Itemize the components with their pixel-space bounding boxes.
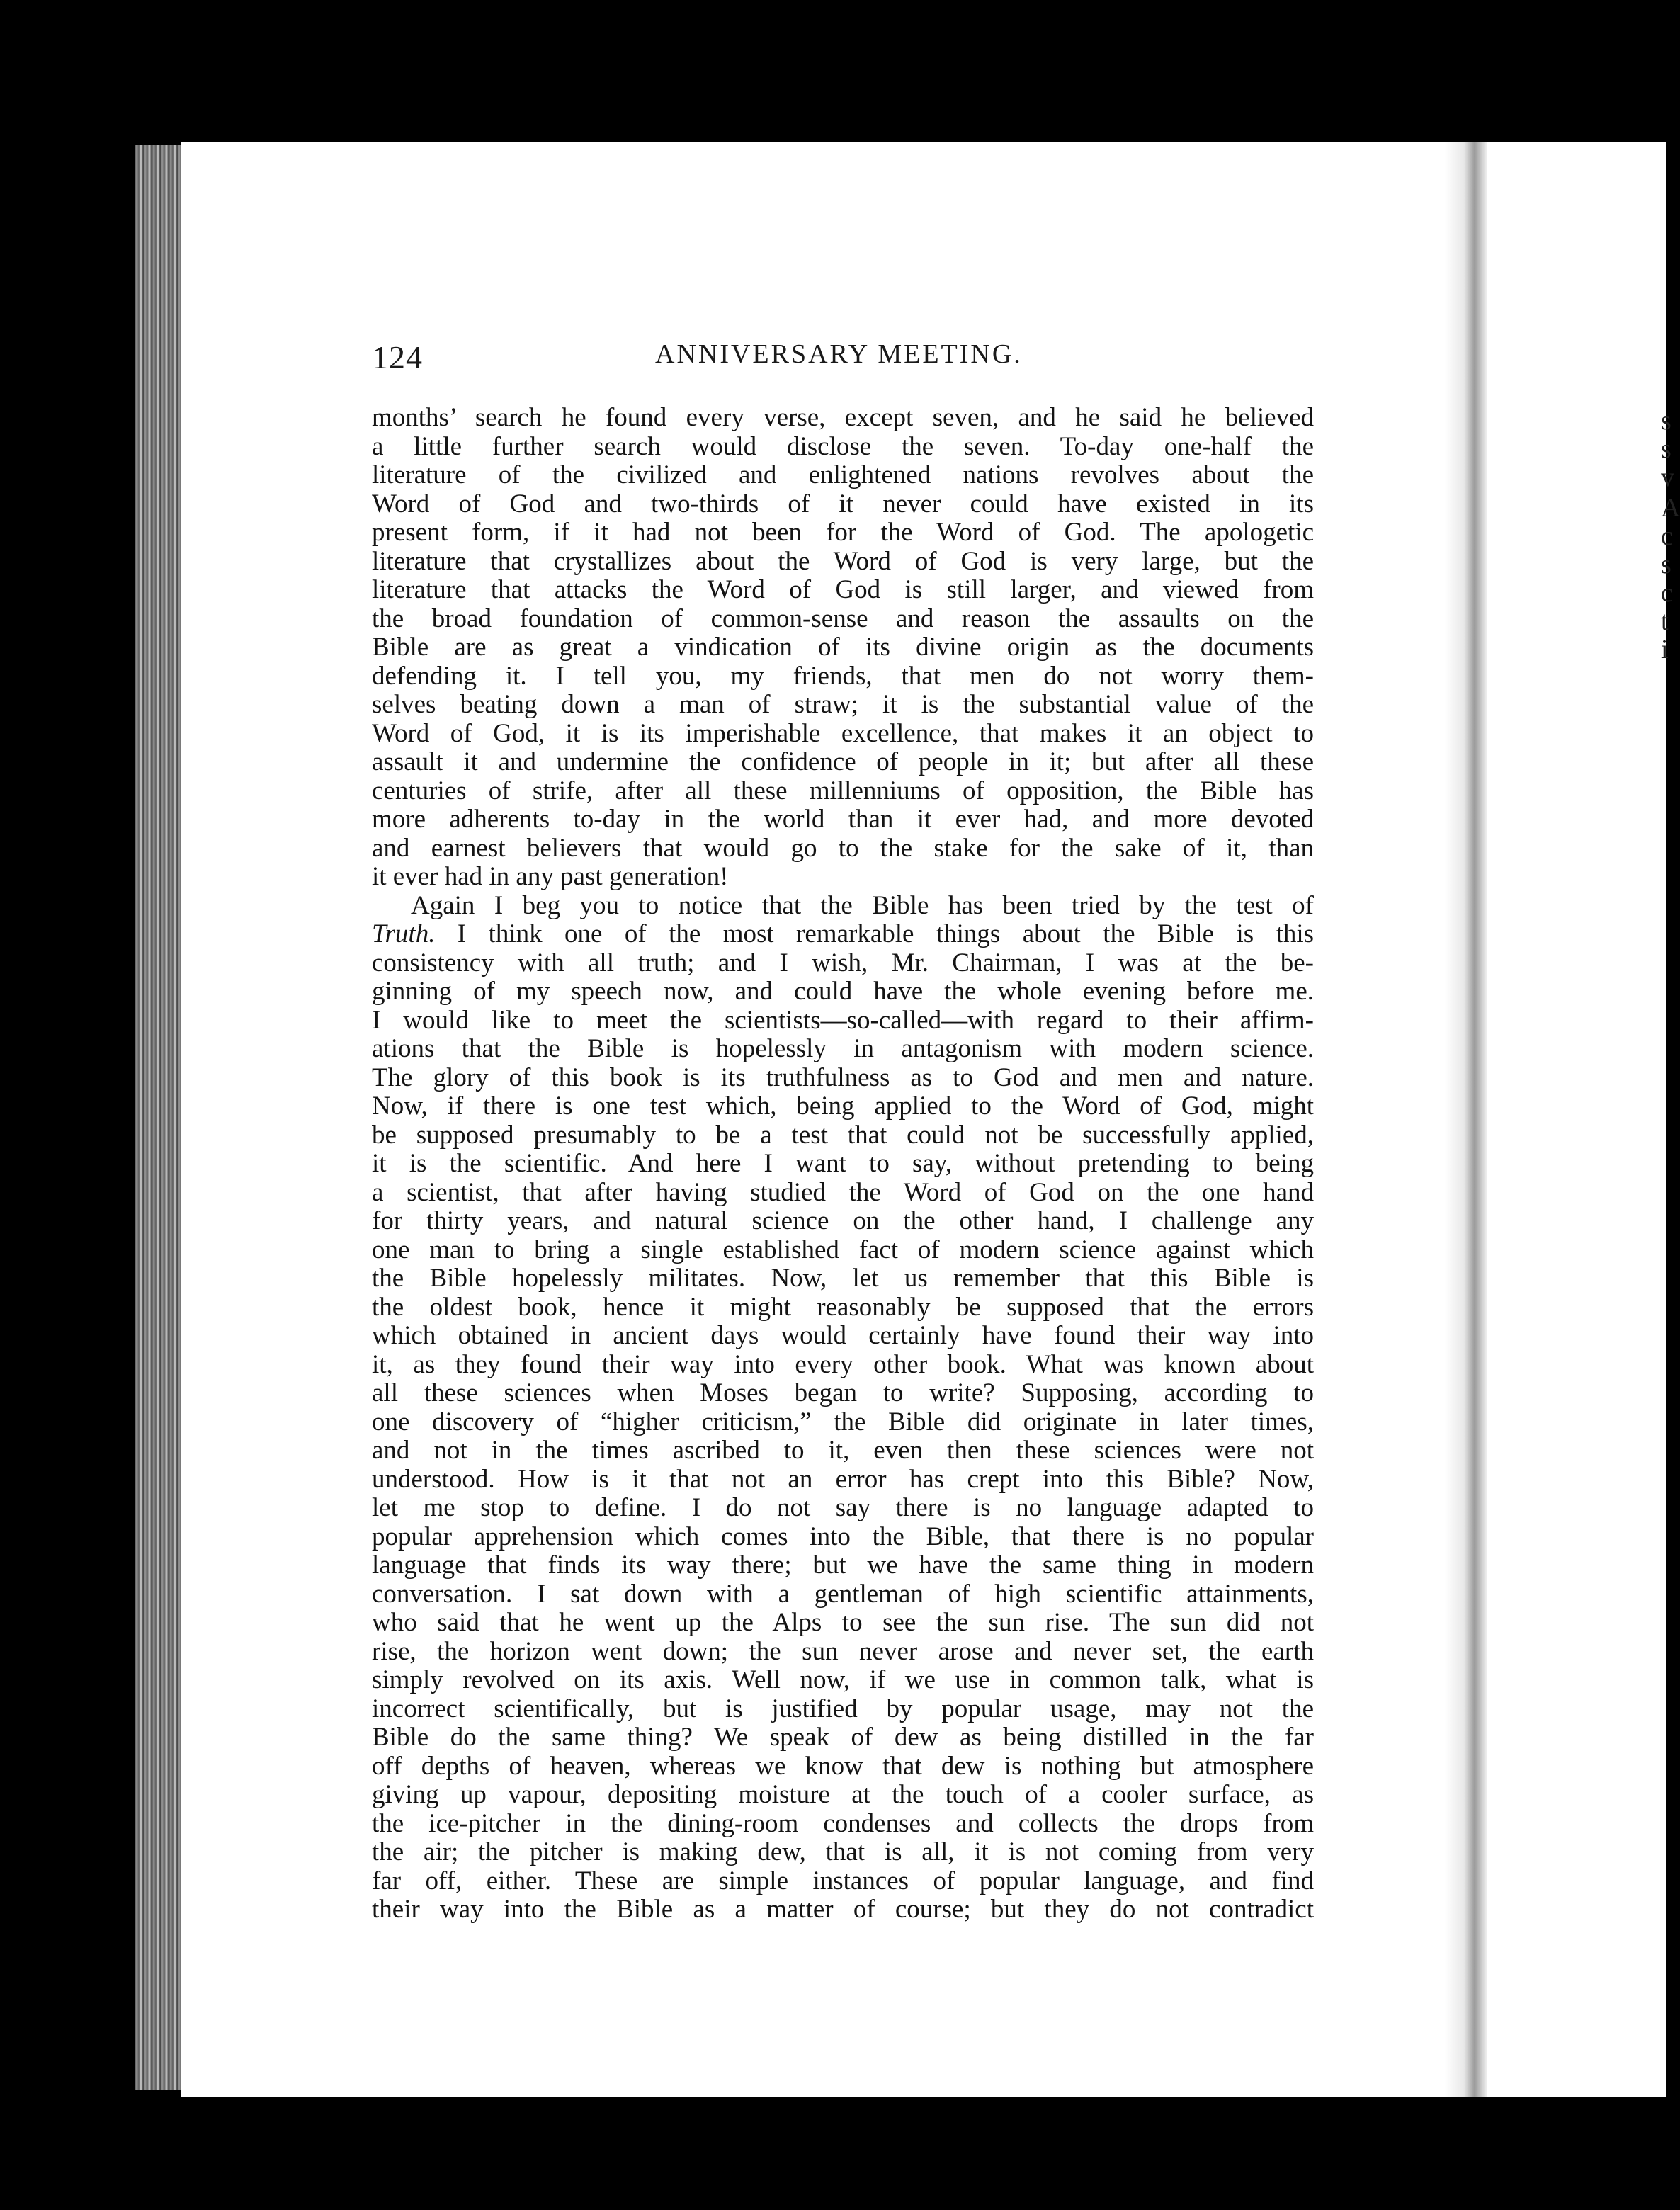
running-title: ANNIVERSARY MEETING. — [655, 339, 1023, 369]
text-line: selves beating down a man of straw; it is the substantial value of the — [372, 690, 1314, 719]
facing-page-char: s — [1661, 406, 1672, 436]
text-line: a scientist, that after having studied the Word of God on the one hand — [372, 1177, 1314, 1207]
facing-page-char: v — [1661, 463, 1674, 492]
page-number: 124 — [372, 339, 423, 375]
text-line: more adherents to-day in the world than it ever had, and more devoted — [372, 805, 1314, 834]
text-line: ations that the Bible is hopelessly in antagonism with modern science. — [372, 1034, 1314, 1063]
text-line: their way into the Bible as a matter of course; but they do not contradict — [372, 1895, 1314, 1924]
text-line: it is the scientific. And here I want to say, without pretending to being — [372, 1149, 1314, 1178]
italic-word: Truth. — [372, 919, 436, 948]
text-line: who said that he went up the Alps to see the sun rise. The sun did not — [372, 1608, 1314, 1637]
text-line: Again I beg you to notice that the Bible has been tried by the test of — [411, 890, 1314, 920]
text-line: incorrect scientifically, but is justified by popular usage, may not the — [372, 1694, 1314, 1723]
text-line: literature that crystallizes about the Word of God is very large, but the — [372, 546, 1314, 576]
text-line: it ever had in any past generation! — [372, 862, 729, 891]
text-line: assault it and undermine the confidence of people in it; but after all these — [372, 747, 1314, 776]
text-line: the broad foundation of common-sense and reason the assaults on the — [372, 604, 1314, 633]
text-line: centuries of strife, after all these millenniums of opposition, the Bible has — [372, 776, 1314, 805]
text-line: ginning of my speech now, and could have the whole evening before me. — [372, 977, 1314, 1006]
text-line: the oldest book, hence it might reasonably be supposed that the errors — [372, 1292, 1314, 1322]
text-line: simply revolved on its axis. Well now, if we use in common talk, what is — [372, 1665, 1314, 1694]
text-line: the air; the pitcher is making dew, that is all, it is not coming from very — [372, 1837, 1314, 1866]
body-text — [372, 404, 1314, 1925]
text-line: the ice-pitcher in the dining-room condenses and collects the drops from — [372, 1808, 1314, 1838]
text-line: one man to bring a single established fact of modern science against which — [372, 1235, 1314, 1264]
text-line: a little further search would disclose the seven. To-day one-half the — [372, 431, 1314, 461]
text-line: Truth. I think one of the most remarkable things about the Bible is this — [372, 919, 1314, 948]
text-line: literature of the civilized and enlightened nations revolves about the — [372, 460, 1314, 489]
text-line: be supposed presumably to be a test that could not be successfully applied, — [372, 1120, 1314, 1150]
text-line: Bible do the same thing? We speak of dew as being distilled in the far — [372, 1723, 1314, 1752]
text-line: defending it. I tell you, my friends, that men do not worry them- — [372, 661, 1314, 691]
text-line: all these sciences when Moses began to write? Supposing, according to — [372, 1378, 1314, 1407]
text-line: and earnest believers that would go to the stake for the sake of it, than — [372, 833, 1314, 863]
text-line: present form, if it had not been for the Word of God. The apologetic — [372, 518, 1314, 547]
text-line: literature that attacks the Word of God is still larger, and viewed from — [372, 575, 1314, 604]
facing-page-char: c — [1661, 521, 1673, 551]
text-line: conversation. I sat down with a gentleman of high scientific attainments, — [372, 1579, 1314, 1609]
text-line: which obtained in ancient days would certainly have found their way into — [372, 1321, 1314, 1350]
text-line: far off, either. These are simple instances of popular language, and find — [372, 1866, 1314, 1896]
facing-page-char: A — [1661, 493, 1680, 523]
facing-page-char: c — [1661, 578, 1673, 608]
text-line: giving up vapour, depositing moisture at the touch of a cooler surface, as — [372, 1780, 1314, 1809]
text-line: let me stop to define. I do not say there is no language adapted to — [372, 1493, 1314, 1522]
facing-page-char: s — [1661, 434, 1672, 464]
text-line: the Bible hopelessly militates. Now, let us remember that this Bible is — [372, 1264, 1314, 1293]
text-line: Bible are as great a vindication of its divine origin as the documents — [372, 633, 1314, 662]
text-line: and not in the times ascribed to it, even then these sciences were not — [372, 1436, 1314, 1465]
text-line: I would like to meet the scientists—so-called—with regard to their affirm- — [372, 1005, 1314, 1035]
text-line: understood. How is it that not an error has crept into this Bible? Now, — [372, 1464, 1314, 1494]
text-line: Now, if there is one test which, being applied to the Word of God, might — [372, 1092, 1314, 1121]
text-line: language that finds its way there; but we have the same thing in modern — [372, 1551, 1314, 1580]
text-line: one discovery of “higher criticism,” the Bible did originate in later times, — [372, 1407, 1314, 1436]
text-line: it, as they found their way into every other book. What was known about — [372, 1349, 1314, 1379]
page-edge-stack — [135, 145, 184, 2090]
facing-page-char: s — [1661, 550, 1672, 579]
book-gutter — [1445, 142, 1487, 2097]
facing-page — [1487, 142, 1666, 2097]
text-line: for thirty years, and natural science on the other hand, I challenge any — [372, 1206, 1314, 1235]
text-line: off depths of heaven, whereas we know that dew is nothing but atmosphere — [372, 1751, 1314, 1781]
text-line: consistency with all truth; and I wish, Mr. Chairman, I was at the be- — [372, 948, 1314, 978]
text-line: popular apprehension which comes into the Bible, that there is no popular — [372, 1522, 1314, 1551]
text-line: months’ search he found every verse, except seven, and he said he believed — [372, 403, 1314, 432]
facing-page-char: i — [1661, 635, 1669, 664]
text-line: The glory of this book is its truthfulness as to God and men and nature. — [372, 1062, 1314, 1092]
text-line: rise, the horizon went down; the sun never arose and never set, the earth — [372, 1636, 1314, 1666]
running-head — [372, 339, 1310, 388]
text-line: Word of God and two-thirds of it never could have existed in its — [372, 489, 1314, 518]
facing-page-char: t — [1661, 606, 1669, 636]
text-line: Word of God, it is its imperishable excellence, that makes it an object to — [372, 718, 1314, 748]
